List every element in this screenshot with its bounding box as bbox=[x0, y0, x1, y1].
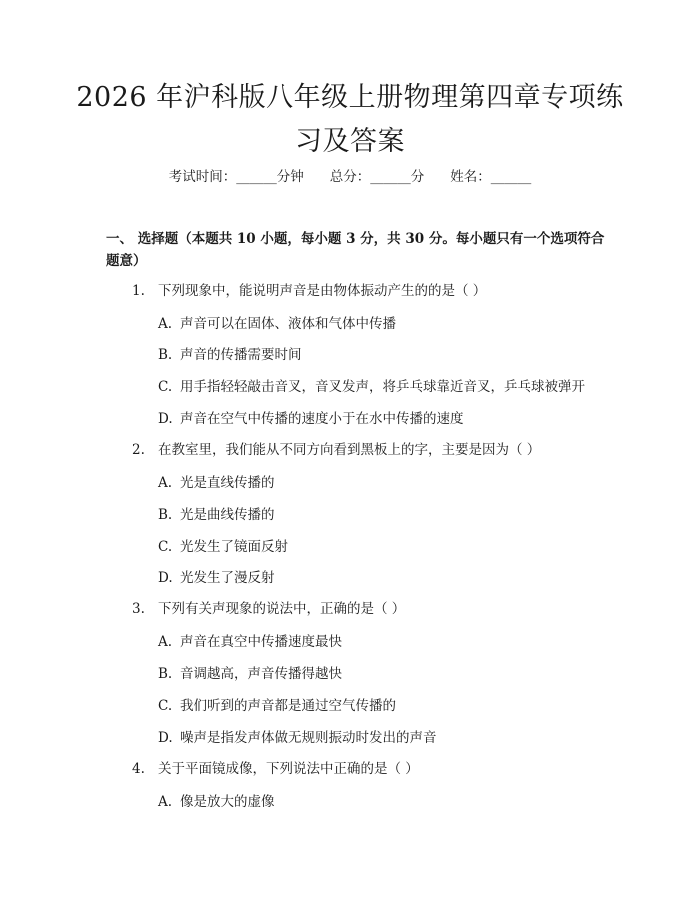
option-text: 噪声是指发声体做无规则振动时发出的声音 bbox=[180, 730, 437, 746]
question-number: 1. bbox=[132, 283, 145, 299]
option-label: C. bbox=[158, 379, 173, 395]
option-label: A. bbox=[158, 475, 173, 491]
option-text: 光发生了镜面反射 bbox=[180, 539, 288, 555]
title-line-2: 习及答案 bbox=[295, 126, 405, 157]
question-4 bbox=[132, 758, 612, 780]
question-text: 关于平面镜成像，下列说法中正确的是（ ） bbox=[158, 761, 419, 777]
option-2a bbox=[158, 472, 628, 494]
option-2b bbox=[158, 504, 628, 526]
option-text: 音调越高，声音传播得越快 bbox=[180, 666, 342, 682]
title-line-1: 2026 年沪科版八年级上册物理第四章专项练 bbox=[76, 82, 624, 113]
option-1a bbox=[158, 313, 628, 335]
option-label: D. bbox=[158, 730, 173, 746]
option-label: A. bbox=[158, 316, 173, 332]
option-label: C. bbox=[158, 539, 173, 555]
option-3d bbox=[158, 727, 628, 749]
option-1c bbox=[158, 376, 628, 398]
exam-score: 总分：______分 bbox=[329, 169, 425, 185]
question-2 bbox=[132, 439, 612, 461]
section-heading: 一、 选择题（本题共 10 小题，每小题 3 分，共 30 分。每小题只有一个选项符合题意） bbox=[106, 231, 605, 269]
option-label: B. bbox=[158, 507, 173, 523]
option-1b bbox=[158, 344, 628, 366]
question-number: 2. bbox=[132, 442, 145, 458]
option-3a bbox=[158, 631, 628, 653]
option-label: A. bbox=[158, 634, 173, 650]
option-text: 声音在真空中传播速度最快 bbox=[180, 634, 342, 650]
exam-time: 考试时间：______分钟 bbox=[168, 169, 304, 185]
option-text: 光发生了漫反射 bbox=[180, 570, 275, 586]
option-text: 声音可以在固体、液体和气体中传播 bbox=[180, 316, 396, 332]
option-3b bbox=[158, 663, 628, 685]
option-text: 像是放大的虚像 bbox=[180, 794, 275, 810]
option-label: D. bbox=[158, 411, 173, 427]
question-number: 4. bbox=[132, 761, 145, 777]
question-text: 下列有关声现象的说法中，正确的是（ ） bbox=[158, 601, 406, 617]
question-3 bbox=[132, 598, 612, 620]
option-label: D. bbox=[158, 570, 173, 586]
option-text: 我们听到的声音都是通过空气传播的 bbox=[180, 698, 396, 714]
option-text: 声音的传播需要时间 bbox=[180, 347, 302, 363]
option-1d bbox=[158, 408, 628, 430]
page-title bbox=[60, 76, 640, 164]
option-label: C. bbox=[158, 698, 173, 714]
exam-name: 姓名：______ bbox=[450, 169, 532, 185]
option-text: 光是直线传播的 bbox=[180, 475, 275, 491]
question-text: 在教室里，我们能从不同方向看到黑板上的字，主要是因为（ ） bbox=[158, 442, 541, 458]
question-text: 下列现象中，能说明声音是由物体振动产生的的是（ ） bbox=[158, 283, 487, 299]
question-number: 3. bbox=[132, 601, 145, 617]
option-3c bbox=[158, 695, 628, 717]
option-4a bbox=[158, 791, 628, 813]
option-text: 光是曲线传播的 bbox=[180, 507, 275, 523]
option-2d bbox=[158, 567, 628, 589]
question-1 bbox=[132, 280, 612, 302]
option-2c bbox=[158, 536, 628, 558]
option-label: A. bbox=[158, 794, 173, 810]
exam-meta bbox=[0, 166, 700, 188]
option-text: 声音在空气中传播的速度小于在水中传播的速度 bbox=[180, 411, 464, 427]
option-text: 用手指轻轻敲击音叉，音叉发声，将乒乓球靠近音叉，乒乓球被弹开 bbox=[180, 379, 585, 395]
option-label: B. bbox=[158, 347, 173, 363]
option-label: B. bbox=[158, 666, 173, 682]
